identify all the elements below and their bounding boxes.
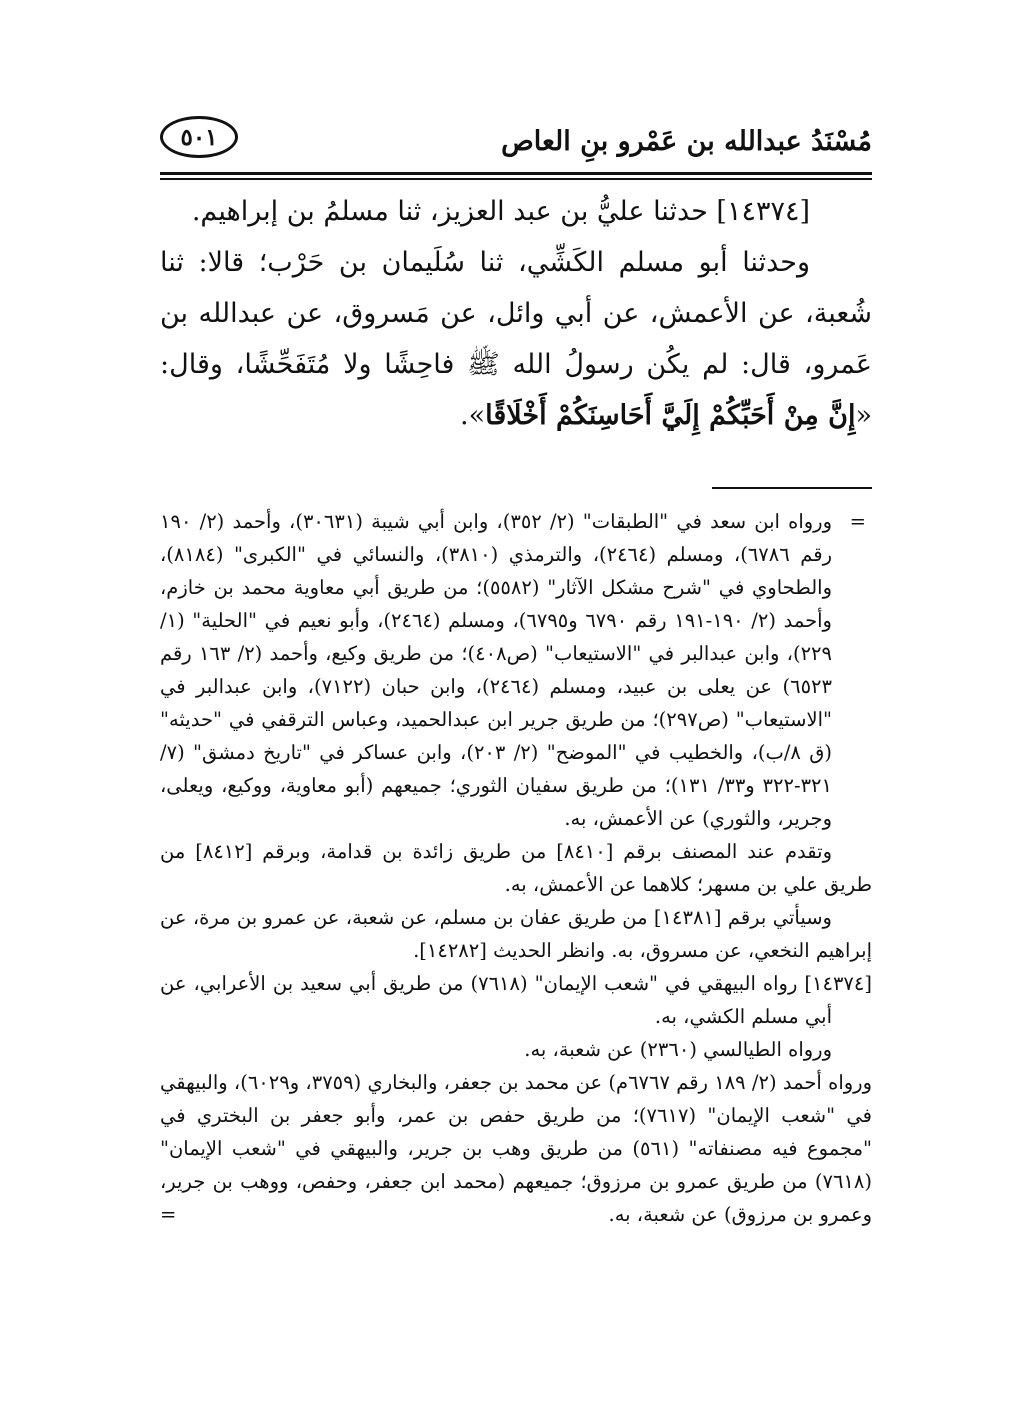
main-text <box>160 186 872 441</box>
hadith-isnad-line: [١٤٣٧٤] حدثنا عليُّ بن عبد العزيز، ثنا مسلمُ بن إبراهيم. <box>191 196 810 227</box>
footnote-paragraph: ورواه الطيالسي (٢٣٦٠) عن شعبة، به. <box>524 1038 832 1061</box>
footnote-separator <box>712 487 872 489</box>
hadith-isnad: وحدثنا أبو مسلم الكَشِّي، ثنا سُلَيمان بن حَرْب؛ قالا: ثنا شُعبة، عن الأعمش، عن أبي وائل، عن مَسروق، عن عبدالله بن عَمرو، قال: لم يكُن رسولُ الله ﷺ فاحِشًا ولا مُتَفَحِّشًا، وقال: « <box>160 247 872 431</box>
hadith-matn: إِنَّ مِنْ أَحَبِّكُمْ إِلَيَّ أَحَاسِنَكُمْ أَخْلَاقًا <box>485 400 856 431</box>
footnote-14374: [١٤٣٧٤] رواه البيهقي في "شعب الإيمان" (٧٦١٨) من طريق أبي سعيد بن الأعرابي، عن أبي مسلم الكشي، به. <box>160 972 872 1028</box>
footnote-paragraph: وتقدم عند المصنف برقم [٨٤١٠] من طريق زائدة بن قدامة، وبرقم [٨٤١٢] من طريق علي بن مسهر؛ كلاهما عن الأعمش، به. <box>160 840 872 896</box>
running-title: مُسْنَدُ عبدالله بن عَمْرو بنِ العاص <box>501 126 872 157</box>
hadith-close: ». <box>460 400 486 431</box>
footnote-last-text: ورواه أحمد (٢/ ١٨٩ رقم ٦٧٦٧م) عن محمد بن جعفر، والبخاري (٣٧٥٩، و٦٠٢٩)، والبيهقي في "شعب الإيمان" (٧٦١٧)؛ من طريق حفص بن عمر، وأبو جعفر بن البختري في "مجموع فيه مصنفاته" (٥٦١) من طريق وهب بن جرير، والبيهقي في "شعب الإيمان" (٧٦١٨) من طريق عمرو بن مرزوق؛ جميعهم (محمد ابن جعفر، وحفص، ووهب بن جرير، وعمرو بن مرزوق) عن شعبة، به. <box>160 1071 872 1226</box>
end-marker: = <box>160 1203 177 1226</box>
footnote-paragraph <box>160 1066 872 1231</box>
footnote-continuation-text: ورواه ابن سعد في "الطبقات" (٢/ ٣٥٢)، وابن أبي شيبة (٣٠٦٣١)، وأحمد (٢/ ١٩٠ رقم ٦٧٨٦)، ومسلم (٢٤٦٤)، والترمذي (٣٨١٠)، والنسائي في "الكبرى" (٨١٨٤)، والطحاوي في "شرح مشكل الآثار" (٥٥٨٢)؛ من طريق أبي معاوية محمد بن خازم، وأحمد (٢/ ١٩٠-١٩١ رقم ٦٧٩٠ و٦٧٩٥)، ومسلم (٢٤٦٤)، وأبو نعيم في "الحلية" (١/ ٢٢٩)، وابن عبدالبر في "الاستيعاب" (ص٤٠٨)؛ من طريق وكيع، وأحمد (٢/ ١٦٣ رقم ٦٥٢٣) عن يعلى بن عبيد، ومسلم (٢٤٦٤)، وابن حبان (٧١٢٢)، وابن عبدالبر في "الاستيعاب" (ص٢٩٧)؛ من طريق جرير ابن عبدالحميد، وعباس الترقفي في "حديثه" (ق ٨/ب)، والخطيب في "الموضح" (٢/ ٢٠٣)، وابن عساكر في "تاريخ دمشق" (٧/ ٣٢١-٣٢٢ و٣٣/ ١٣١)؛ من طريق سفيان الثوري؛ جميعهم (أبو معاوية، ووكيع، ويعلى، وجرير، والثوري) عن الأعمش، به. <box>160 510 833 830</box>
header-rule-thick <box>160 172 872 175</box>
page-number: ٥٠١ <box>160 116 238 158</box>
footnote-paragraph: وسيأتي برقم [١٤٣٨١] من طريق عفان بن مسلم، عن شعبة، عن عمرو بن مرة، عن إبراهيم النخعي، عن مسروق، به. وانظر الحديث [١٤٢٨٢]. <box>160 906 872 962</box>
page-header <box>160 110 872 178</box>
hadith-paragraph <box>160 237 872 441</box>
continuation-marker: = <box>849 510 866 533</box>
header-rule-thin <box>160 178 872 180</box>
footnote-continuation <box>160 505 872 835</box>
footnotes <box>160 505 872 1231</box>
